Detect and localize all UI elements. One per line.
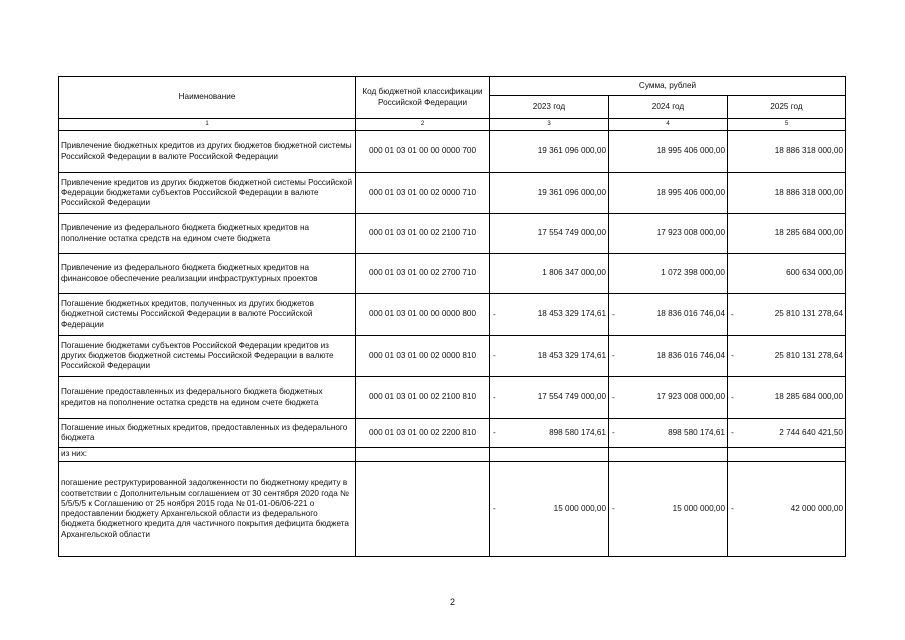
row-code <box>356 448 490 462</box>
amount-value: 18 285 684 000,00 <box>774 228 843 238</box>
amount-value: 18 995 406 000,00 <box>656 187 725 197</box>
amount-2024 <box>609 419 728 448</box>
table-row <box>59 462 846 557</box>
amount-2023 <box>490 336 609 377</box>
amount-value: 17 554 749 000,00 <box>537 228 606 238</box>
amount-value: 15 000 000,00 <box>553 503 606 513</box>
amount-2025 <box>728 336 846 377</box>
negative-sign: - <box>731 503 734 513</box>
negative-sign: - <box>731 350 734 360</box>
amount-value: 898 580 174,61 <box>549 427 606 437</box>
amount-2023 <box>490 294 609 336</box>
amount-2025 <box>728 254 846 294</box>
table-row <box>59 131 846 173</box>
amount-value: 898 580 174,61 <box>668 427 725 437</box>
row-code: 000 01 03 01 00 02 2100 710 <box>356 214 490 254</box>
negative-sign: - <box>493 392 496 402</box>
amount-2024 <box>609 214 728 254</box>
column-number: 4 <box>609 119 728 131</box>
row-code: 000 01 03 01 00 02 2200 810 <box>356 419 490 448</box>
amount-2023 <box>490 254 609 294</box>
amount-2024 <box>609 294 728 336</box>
column-number: 5 <box>728 119 846 131</box>
amount-2025 <box>728 294 846 336</box>
row-name: Погашение бюджетных кредитов, полученных из других бюджетов бюджетной системы Российской Федерации в валюте Российской Федерации <box>59 294 356 336</box>
amount-2023 <box>490 214 609 254</box>
header-sum: Сумма, рублей <box>490 77 846 96</box>
negative-sign: - <box>493 350 496 360</box>
amount-value: 42 000 000,00 <box>790 503 843 513</box>
amount-value: 25 810 131 278,64 <box>774 309 843 319</box>
negative-sign: - <box>731 427 734 437</box>
amount-2023 <box>490 448 609 462</box>
amount-2025 <box>728 214 846 254</box>
amount-2025 <box>728 377 846 419</box>
amount-2025 <box>728 131 846 173</box>
amount-value: 1 806 347 000,00 <box>542 268 606 278</box>
amount-value: 18 453 329 174,61 <box>537 309 606 319</box>
amount-value: 18 836 016 746,04 <box>656 309 725 319</box>
amount-2024 <box>609 448 728 462</box>
column-number: 2 <box>356 119 490 131</box>
amount-value: 600 634 000,00 <box>786 268 843 278</box>
row-name: Привлечение кредитов из других бюджетов бюджетной системы Российской Федерации бюджетами субъектов Российской Федерации в валюте Российской Федерации <box>59 173 356 214</box>
amount-2025 <box>728 419 846 448</box>
row-name: Привлечение из федерального бюджета бюджетных кредитов на пополнение остатка средств на едином счете бюджета <box>59 214 356 254</box>
row-name: из них: <box>59 448 356 462</box>
negative-sign: - <box>612 427 615 437</box>
amount-value: 18 995 406 000,00 <box>656 146 725 156</box>
amount-value: 18 886 318 000,00 <box>774 146 843 156</box>
amount-2024 <box>609 131 728 173</box>
header-year-2023: 2023 год <box>490 96 609 119</box>
amount-2023 <box>490 131 609 173</box>
amount-value: 18 886 318 000,00 <box>774 187 843 197</box>
header-code: Код бюджетной классификации Российской Федерации <box>356 77 490 119</box>
amount-2023 <box>490 377 609 419</box>
row-name: Привлечение бюджетных кредитов из других бюджетов бюджетной системы Российской Федерации в валюте Российской Федерации <box>59 131 356 173</box>
negative-sign: - <box>731 309 734 319</box>
row-code <box>356 462 490 557</box>
amount-2024 <box>609 462 728 557</box>
row-code: 000 01 03 01 00 02 0000 810 <box>356 336 490 377</box>
table-row <box>59 336 846 377</box>
header-name: Наименование <box>59 77 356 119</box>
row-name: погашение реструктурированной задолженности по бюджетному кредиту в соответствии с Дополнительным соглашением от 30 сентября 2020 года № 5/5/5/5 к Соглашению от 25 ноября 2015 года № 01-01-06/06-221 о предоставлении бюджету Архангельской области из федерального бюджета бюджетного кредита для частичного покрытия дефицита бюджета Архангельской области <box>59 462 356 557</box>
header-year-2024: 2024 год <box>609 96 728 119</box>
amount-2024 <box>609 377 728 419</box>
column-number: 1 <box>59 119 356 131</box>
negative-sign: - <box>612 350 615 360</box>
negative-sign: - <box>493 309 496 319</box>
amount-2025 <box>728 462 846 557</box>
amount-2024 <box>609 254 728 294</box>
table-row <box>59 173 846 214</box>
amount-value: 18 836 016 746,04 <box>656 350 725 360</box>
amount-2025 <box>728 173 846 214</box>
table-row <box>59 419 846 448</box>
amount-2023 <box>490 173 609 214</box>
row-name: Погашение предоставленных из федерального бюджета бюджетных кредитов на пополнение остатка средств на едином счете бюджета <box>59 377 356 419</box>
amount-value: 15 000 000,00 <box>672 503 725 513</box>
amount-value: 17 554 749 000,00 <box>537 392 606 402</box>
amount-2023 <box>490 462 609 557</box>
table-row <box>59 377 846 419</box>
amount-2024 <box>609 336 728 377</box>
negative-sign: - <box>731 392 734 402</box>
negative-sign: - <box>612 503 615 513</box>
page-number: 2 <box>449 597 455 607</box>
table-row <box>59 214 846 254</box>
negative-sign: - <box>493 427 496 437</box>
negative-sign: - <box>493 503 496 513</box>
amount-value: 18 453 329 174,61 <box>537 350 606 360</box>
amount-2025 <box>728 448 846 462</box>
amount-value: 18 285 684 000,00 <box>774 392 843 402</box>
amount-value: 2 744 640 421,50 <box>779 427 843 437</box>
amount-value: 17 923 008 000,00 <box>656 392 725 402</box>
negative-sign: - <box>612 392 615 402</box>
amount-value: 19 361 096 000,00 <box>537 146 606 156</box>
negative-sign: - <box>612 309 615 319</box>
amount-value: 25 810 131 278,64 <box>774 350 843 360</box>
table-row <box>59 448 846 462</box>
amount-value: 19 361 096 000,00 <box>537 187 606 197</box>
row-name: Погашение бюджетами субъектов Российской Федерации кредитов из других бюджетов бюджетной системы Российской Федерации в валюте Российской Федерации <box>59 336 356 377</box>
amount-value: 17 923 008 000,00 <box>656 228 725 238</box>
amount-value: 1 072 398 000,00 <box>661 268 725 278</box>
row-name: Привлечение из федерального бюджета бюджетных кредитов на финансовое обеспечение реализации инфраструктурных проектов <box>59 254 356 294</box>
column-number: 3 <box>490 119 609 131</box>
row-code: 000 01 03 01 00 00 0000 700 <box>356 131 490 173</box>
table-row <box>59 254 846 294</box>
row-name: Погашение иных бюджетных кредитов, предоставленных из федерального бюджета <box>59 419 356 448</box>
row-code: 000 01 03 01 00 02 2100 810 <box>356 377 490 419</box>
row-code: 000 01 03 01 00 02 2700 710 <box>356 254 490 294</box>
header-year-2025: 2025 год <box>728 96 846 119</box>
row-code: 000 01 03 01 00 00 0000 800 <box>356 294 490 336</box>
amount-2023 <box>490 419 609 448</box>
budget-table <box>58 76 846 557</box>
row-code: 000 01 03 01 00 02 0000 710 <box>356 173 490 214</box>
table-row <box>59 294 846 336</box>
amount-2024 <box>609 173 728 214</box>
